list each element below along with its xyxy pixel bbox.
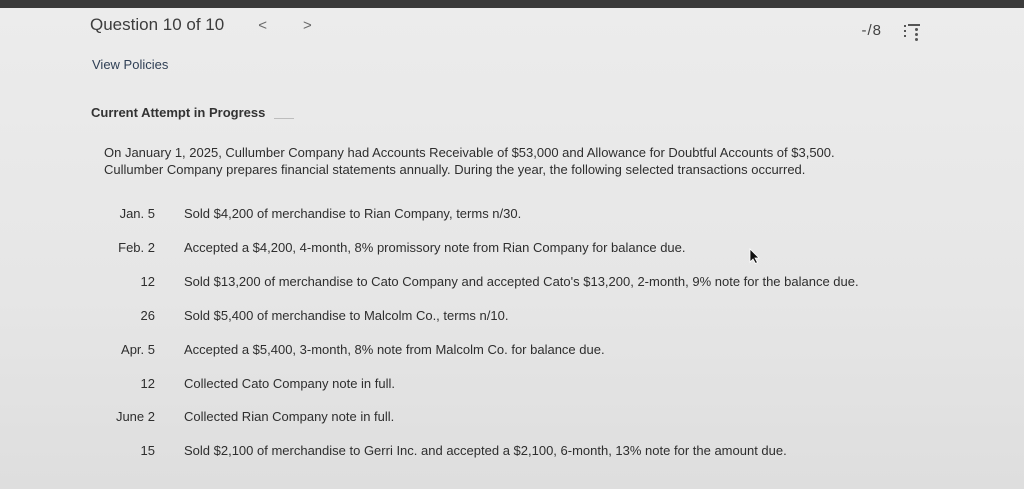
transaction-date: 15 xyxy=(140,443,155,458)
transaction-description: Collected Rian Company note in full. xyxy=(184,409,395,424)
divider xyxy=(274,118,294,119)
transaction-row xyxy=(0,338,1024,360)
next-question-button[interactable]: > xyxy=(302,16,312,34)
transaction-description: Sold $2,100 of merchandise to Gerri Inc. and accepted a $2,100, 6-month, 13% note for the amount due. xyxy=(184,443,787,458)
header-tools xyxy=(861,22,920,39)
transaction-row xyxy=(0,304,1024,326)
transaction-row xyxy=(0,202,1024,224)
transaction-row xyxy=(0,372,1024,394)
question-header xyxy=(90,12,312,38)
transaction-date: Jan. 5 xyxy=(119,206,155,221)
transaction-row xyxy=(0,236,1024,258)
problem-intro xyxy=(104,144,924,178)
transaction-date: June 2 xyxy=(115,409,155,424)
transaction-date: 12 xyxy=(140,376,155,391)
transaction-description: Sold $5,400 of merchandise to Malcolm Co., terms n/10. xyxy=(184,308,509,323)
mouse-cursor-icon xyxy=(748,248,762,264)
previous-question-button[interactable]: < xyxy=(258,16,267,34)
transaction-date: Apr. 5 xyxy=(121,342,155,357)
attempt-heading: Current Attempt in Progress xyxy=(91,105,266,120)
transaction-description: Sold $4,200 of merchandise to Rian Company, terms n/30. xyxy=(184,206,522,221)
transaction-date: 12 xyxy=(140,274,155,289)
question-score: -/8 xyxy=(861,22,882,39)
question-title: Question 10 of 10 xyxy=(90,15,225,34)
transaction-date: 26 xyxy=(140,308,155,323)
intro-line: Cullumber Company prepares financial statements annually. During the year, the following selected transactions occurred. xyxy=(104,162,806,177)
more-vertical-icon[interactable] xyxy=(915,28,919,42)
intro-line: On January 1, 2025, Cullumber Company had Accounts Receivable of $53,000 and Allowance for Doubtful Accounts of $3,500. xyxy=(104,145,835,160)
transaction-row xyxy=(0,405,1024,427)
transaction-description: Sold $13,200 of merchandise to Cato Company and accepted Cato's $13,200, 2-month, 9% note for the balance due. xyxy=(184,274,859,289)
monitor-bezel xyxy=(0,0,1024,8)
transaction-description: Accepted a $4,200, 4-month, 8% promissory note from Rian Company for balance due. xyxy=(184,240,686,255)
transaction-description: Collected Cato Company note in full. xyxy=(184,376,396,391)
transaction-description: Accepted a $5,400, 3-month, 8% note from Malcolm Co. for balance due. xyxy=(184,342,605,357)
transaction-row xyxy=(0,439,1024,461)
view-policies-link[interactable]: View Policies xyxy=(92,57,169,72)
transaction-date: Feb. 2 xyxy=(118,240,155,255)
transaction-row xyxy=(0,270,1024,292)
